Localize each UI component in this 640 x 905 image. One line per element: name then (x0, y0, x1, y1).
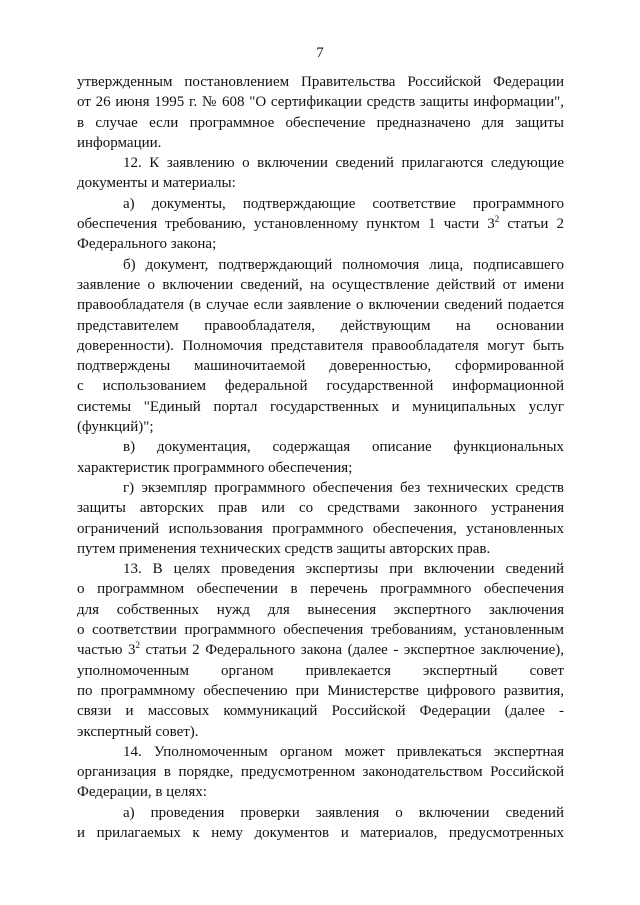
text-line: обеспечения требованию, установленному пунктом 1 части $3^2$ статьи 2 (77, 214, 564, 233)
text-line: ограничений использования программного обеспечения, установленных (77, 520, 564, 537)
text-line: характеристик программного обеспечения; (77, 459, 353, 476)
text-line: для собственных нужд для вынесения экспертного заключения (77, 601, 564, 618)
text-line: заявление о включении сведений, на осуществление действий от имени (77, 276, 564, 293)
text-line: 12. К заявлению о включении сведений прилагаются следующие (123, 155, 564, 172)
text-line: защиты авторских прав или со средствами законного устранения (77, 500, 564, 517)
text-line: Федерации, в целях: (77, 784, 207, 801)
page-number: 7 (316, 45, 324, 61)
text-line: в случае если программное обеспечение предназначено для защиты (77, 114, 564, 131)
text-line: экспертный совет). (77, 723, 199, 740)
text-line: и прилагаемых к нему документов и материалов, предусмотренных (77, 824, 564, 841)
text-line: от 26 июня 1995 г. № 608 "О сертификации средств защиты информации", (77, 94, 564, 111)
text-line: утвержденным постановлением Правительства Российской Федерации (77, 74, 564, 90)
text-line: документы и материалы: (77, 175, 236, 192)
text-line: а) документы, подтверждающие соответствие программного (123, 195, 564, 212)
text-line: доверенности). Полномочия представителя правообладателя могут быть (77, 337, 564, 354)
text-line: а) проведения проверки заявления о включении сведений (123, 804, 564, 821)
text-line: системы "Единый портал государственных и муниципальных услуг (77, 398, 564, 415)
text-line: с использованием федеральной государственной информационной (77, 378, 564, 395)
text-line: о соответствии программного обеспечения требованиям, установленным (77, 622, 564, 639)
text-line: в) документация, содержащая описание функциональных (123, 439, 564, 456)
text-line: (функций)"; (77, 419, 154, 436)
text-line: о программном обеспечении в перечень программного обеспечения (77, 581, 564, 598)
text-line: по программному обеспечению при Министерстве цифрового развития, (77, 682, 564, 699)
text-line: представителем правообладателя, действующим на основании (77, 317, 564, 334)
text-line: информации. (77, 134, 162, 151)
text-line: правообладателя (в случае если заявление о включении сведений подается (77, 297, 564, 314)
text-line: 14. Уполномоченным органом может привлекаться экспертная (123, 743, 564, 760)
text-line: Федерального закона; (77, 236, 217, 253)
text-line: 13. В целях проведения экспертизы при включении сведений (123, 561, 564, 578)
text-line: частью $3^2$ статьи 2 Федерального закона (далее - экспертное заключение), (77, 640, 564, 659)
text-line: б) документ, подтверждающий полномочия лица, подписавшего (123, 256, 564, 273)
text-line: уполномоченным органом привлекается экспертный совет (77, 662, 564, 679)
text-line: подтверждены машиночитаемой доверенностью, сформированной (77, 358, 564, 375)
text-line: связи и массовых коммуникаций Российской Федерации (далее - (77, 703, 564, 720)
text-line: организация в порядке, предусмотренном законодательством Российской (77, 764, 564, 781)
text-line: г) экземпляр программного обеспечения без технических средств (123, 479, 564, 496)
text-line: путем применения технических средств защиты авторских прав. (77, 540, 491, 557)
document-body (77, 72, 564, 843)
